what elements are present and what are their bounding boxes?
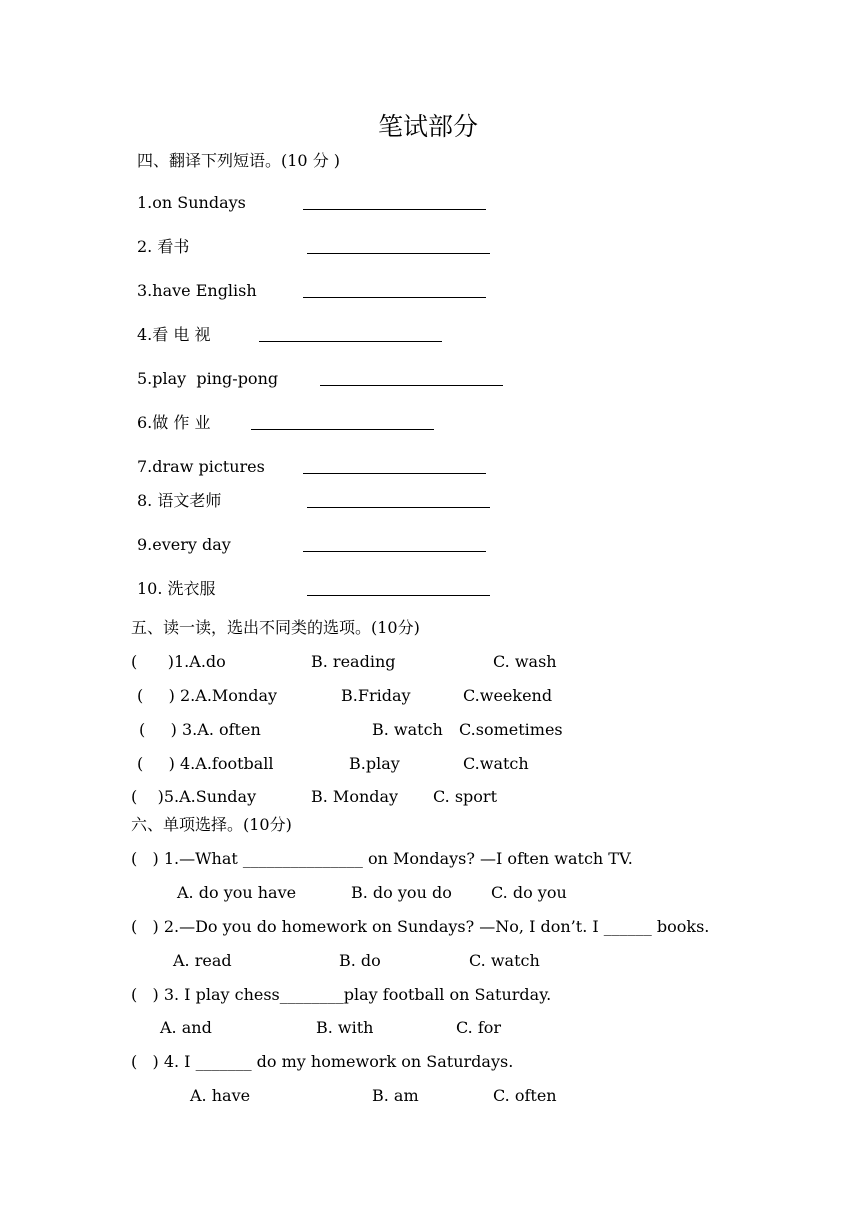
answer-blank-1[interactable]	[303, 209, 486, 210]
section5-item-1-b: B. reading	[311, 652, 396, 671]
section6-question-4: ( ) 4. I _______ do my homework on Saturdays.	[131, 1052, 514, 1071]
section6-question-3-option-c: C. for	[456, 1018, 502, 1037]
answer-blank-6[interactable]	[251, 429, 434, 430]
section5-item-5-a: ( )5.A.Sunday	[131, 787, 257, 806]
section4-item-4: 4.看 电 视	[137, 325, 211, 344]
section5-item-5-c: C. sport	[433, 787, 498, 806]
section6-question-2-option-c: C. watch	[469, 951, 540, 970]
section4-item-7: 7.draw pictures	[137, 457, 265, 476]
section6-question-3: ( ) 3. I play chess________play football on Saturday.	[131, 985, 552, 1004]
section5-item-1-c: C. wash	[493, 652, 557, 671]
page-title: 笔试部分	[378, 112, 479, 141]
section4-item-3: 3.have English	[137, 281, 257, 300]
section6-question-2: ( ) 2.—Do you do homework on Sundays? —No, I don’t. I ______ books.	[131, 917, 710, 936]
section6-question-2-option-a: A. read	[173, 951, 232, 970]
section4-item-2: 2. 看书	[137, 237, 190, 256]
section4-item-10: 10. 洗衣服	[137, 579, 216, 598]
section5-item-2-b: B.Friday	[341, 686, 411, 705]
section5-item-3-b: B. watch	[372, 720, 443, 739]
answer-blank-10[interactable]	[307, 595, 490, 596]
section6-question-3-option-a: A. and	[160, 1018, 212, 1037]
answer-blank-9[interactable]	[303, 551, 486, 552]
answer-blank-2[interactable]	[307, 253, 490, 254]
section6-question-3-option-b: B. with	[316, 1018, 374, 1037]
section6-question-1-option-c: C. do you	[491, 883, 567, 902]
answer-blank-3[interactable]	[303, 297, 486, 298]
section4-item-9: 9.every day	[137, 535, 231, 554]
section4-item-5: 5.play ping-pong	[137, 369, 279, 388]
section5-item-3-c: C.sometimes	[459, 720, 563, 739]
section5-item-4-c: C.watch	[463, 754, 529, 773]
section6-question-4-option-b: B. am	[372, 1086, 419, 1105]
section4-heading: 四、翻译下列短语。(10 分 )	[137, 151, 341, 170]
section4-item-6: 6.做 作 业	[137, 413, 211, 432]
answer-blank-5[interactable]	[320, 385, 503, 386]
answer-blank-7[interactable]	[303, 473, 486, 474]
section5-item-3-a: ( ) 3.A. often	[139, 720, 261, 739]
answer-blank-8[interactable]	[307, 507, 490, 508]
section6-question-1-option-b: B. do you do	[351, 883, 452, 902]
section5-item-4-b: B.play	[349, 754, 400, 773]
section6-question-1: ( ) 1.—What _______________ on Mondays? —I often watch TV.	[131, 849, 633, 868]
answer-blank-4[interactable]	[259, 341, 442, 342]
section5-item-1-a: ( )1.A.do	[131, 652, 226, 671]
section5-item-2-a: ( ) 2.A.Monday	[137, 686, 278, 705]
section6-question-4-option-a: A. have	[190, 1086, 251, 1105]
section6-question-1-option-a: A. do you have	[177, 883, 297, 902]
section5-item-4-a: ( ) 4.A.football	[137, 754, 274, 773]
section6-question-2-option-b: B. do	[339, 951, 381, 970]
section5-item-2-c: C.weekend	[463, 686, 553, 705]
section5-heading: 五、读一读，选出不同类的选项。(10分)	[131, 618, 420, 637]
section4-item-1: 1.on Sundays	[137, 193, 246, 212]
section6-question-4-option-c: C. often	[493, 1086, 557, 1105]
section6-heading: 六、单项选择。(10分)	[131, 815, 292, 834]
section5-item-5-b: B. Monday	[311, 787, 399, 806]
section4-item-8: 8. 语文老师	[137, 491, 222, 510]
